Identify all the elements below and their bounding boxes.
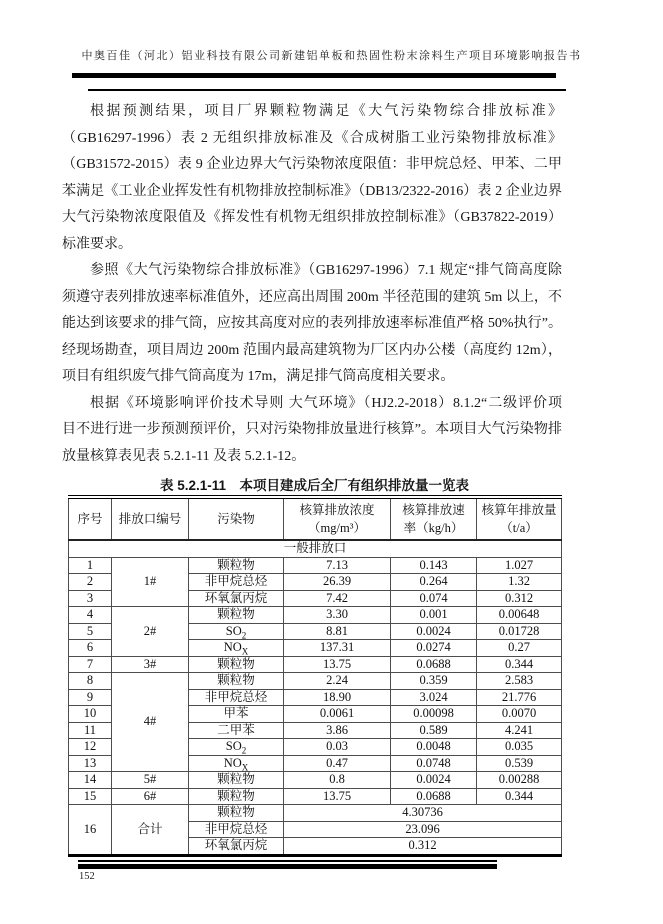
table-cell: 13 [69,755,112,772]
table-cell: 3 [69,590,112,607]
table-cell: 2# [112,607,189,657]
text-line: （GB31572-2015）表 9 企业边界大气污染物浓度限值：非甲烷总烃、甲苯、二甲 [62,157,562,172]
table-cell: 0.0024 [391,772,477,789]
table-cell: 8.81 [284,623,391,640]
table-cell: 15 [69,788,112,805]
table-cell: 颗粒物 [189,607,284,624]
table-cell: 137.31 [284,640,391,657]
table-cell: 环氧氯丙烷 [189,838,284,856]
table-cell: 4 [69,607,112,624]
column-header: 核算排放浓度 （mg/m³） [284,497,391,540]
table-cell: 0.344 [477,656,562,673]
text-line: （GB16297-1996）表 2 无组织排放标准及《合成树脂工业污染物排放标准》 [62,130,562,146]
table-row [69,656,562,673]
footer-rule-thin [78,860,497,862]
table-cell: 3.86 [284,722,391,739]
text-line: 标准要求。 [62,236,132,252]
table-cell: 0.01728 [477,623,562,640]
table-cell: 0.00288 [477,772,562,789]
table-cell: 2.24 [284,673,391,690]
table-cell: 16 [69,805,112,856]
text-line: 经现场勘查，项目周边 200m 范围内最高建筑物为厂区内办公楼（高度约 12m）， [62,342,562,358]
table-cell: 6# [112,788,189,805]
text-line: 大气污染物浓度限值及《挥发性有机物无组织排放控制标准》（GB37822-2019） [62,210,562,225]
table-cell: 23.096 [284,821,562,838]
table-cell: 0.0061 [284,706,391,723]
table-cell: 0.0070 [477,706,562,723]
text-line: 放量核算表见表 5.2.1-11 及表 5.2.1-12。 [62,448,306,464]
table-row [69,805,562,822]
table-cell: 0.001 [391,607,477,624]
table-cell: 14 [69,772,112,789]
table-cell: 颗粒物 [189,805,284,822]
table-cell: 颗粒物 [189,656,284,673]
table-cell: 1.027 [477,557,562,574]
table-row [69,673,562,690]
table-row [69,788,562,805]
column-header: 核算排放速 率（kg/h） [391,497,477,540]
text-line: 须遵守表列排放速率标准值外，还应高出周围 200m 半径范围的建筑 5m 以上，不 [62,289,562,305]
table-cell: 8 [69,673,112,690]
header-rule-thin [88,89,566,91]
column-header: 核算年排放量 （t/a） [477,497,562,540]
table-cell: 18.90 [284,689,391,706]
table-cell: $NO_X$ [189,755,284,772]
table-cell: 2.583 [477,673,562,690]
table-cell: 颗粒物 [189,772,284,789]
table-cell: 0.0688 [391,656,477,673]
text-line: 苯满足《工业企业挥发性有机物排放控制标准》（DB13/2322-2016）表 2 企业边界 [62,183,562,199]
table-cell: 0.47 [284,755,391,772]
table-cell: 0.00648 [477,607,562,624]
table-cell: 1.32 [477,574,562,591]
table-cell: 6 [69,640,112,657]
table-cell: 0.264 [391,574,477,591]
table-cell: 0.074 [391,590,477,607]
table-cell: 0.00098 [391,706,477,723]
table-cell: 7.13 [284,557,391,574]
text-line: 项目有组织废气排气筒高度为 17m，满足排气筒高度相关要求。 [62,369,455,384]
table-cell: 10 [69,706,112,723]
table-cell: 3# [112,656,189,673]
table-cell: 7.42 [284,590,391,607]
table-cell: 0.143 [391,557,477,574]
table-cell: 0.27 [477,640,562,657]
table-cell: 21.776 [477,689,562,706]
table-cell: 0.0024 [391,623,477,640]
table-cell: 13.75 [284,656,391,673]
paragraph [62,258,562,391]
table-cell: 二甲苯 [189,722,284,739]
table-cell: 0.589 [391,722,477,739]
column-header: 污染物 [189,497,284,540]
table-cell: 26.39 [284,574,391,591]
emissions-table [68,495,562,857]
table-cell: $NO_X$ [189,640,284,657]
table-cell: 5 [69,623,112,640]
table-cell: 0.8 [284,772,391,789]
table-cell: 7 [69,656,112,673]
page-number: 152 [79,871,95,882]
table-cell: 颗粒物 [189,788,284,805]
table-cell: 9 [69,689,112,706]
table-cell: 颗粒物 [189,673,284,690]
column-header: 排放口编号 [112,497,189,540]
table-cell: 0.0688 [391,788,477,805]
section-row [69,540,562,557]
table-cell: 0.035 [477,739,562,756]
table-cell: 0.344 [477,788,562,805]
table-cell: 4# [112,673,189,772]
table-cell: 11 [69,722,112,739]
table-cell: 4.241 [477,722,562,739]
table-cell: 非甲烷总烃 [189,821,284,838]
table-cell: $SO_2$ [189,739,284,756]
table-cell: 4.30736 [284,805,562,822]
table-cell: 非甲烷总烃 [189,574,284,591]
table-header-row [69,497,562,540]
table-cell: 环氧氯丙烷 [189,590,284,607]
table-cell: 颗粒物 [189,557,284,574]
text-line: 根据《环境影响评价技术导则 大气环境》（HJ2.2-2018）8.1.2“二级评价项 [90,395,562,411]
paragraph [62,391,562,471]
table-cell: 1# [112,557,189,607]
table-row [69,772,562,789]
section-label: 一般排放口 [69,540,562,557]
table-cell: 0.0048 [391,739,477,756]
text-line: 目不进行进一步预测预评价，只对污染物排放量进行核算”。本项目大气污染物排 [62,422,562,437]
table-cell: 1 [69,557,112,574]
page-header-title: 中奥百佳（河北）铝业科技有限公司新建铝单板和热固性粉末涂料生产项目环境影响报告书 [81,50,582,62]
table-cell: 3.30 [284,607,391,624]
table-cell: 甲苯 [189,706,284,723]
table-cell: 13.75 [284,788,391,805]
header-rule-thick [72,73,556,78]
table-cell: 5# [112,772,189,789]
footer-rule-thick [78,864,497,869]
table-cell: 0.0748 [391,755,477,772]
text-line: 参照《大气污染物综合排放标准》（GB16297-1996）7.1 规定“排气筒高度除 [90,263,562,278]
table-cell: 合计 [112,805,189,856]
text-line: 能达到该要求的排气筒，应按其高度对应的表列排放速率标准值严格 50%执行”。 [62,316,562,331]
table-cell: 3.024 [391,689,477,706]
table-cell: 0.312 [477,590,562,607]
table-row [69,557,562,574]
table-caption: 表 5.2.1-11 本项目建成后全厂有组织排放量一览表 [159,478,470,493]
table-cell: 非甲烷总烃 [189,689,284,706]
text-line: 根据预测结果，项目厂界颗粒物满足《大气污染物综合排放标准》 [90,104,562,119]
body-text-block [62,99,562,470]
table-cell: 12 [69,739,112,756]
table-cell: 0.0274 [391,640,477,657]
table-cell: 0.03 [284,739,391,756]
paragraph [62,99,562,258]
table-cell: 0.539 [477,755,562,772]
table-cell: $SO_2$ [189,623,284,640]
table-cell: 0.359 [391,673,477,690]
table-row [69,607,562,624]
column-header: 序号 [69,497,112,540]
table-cell: 2 [69,574,112,591]
table-cell: 0.312 [284,838,562,856]
